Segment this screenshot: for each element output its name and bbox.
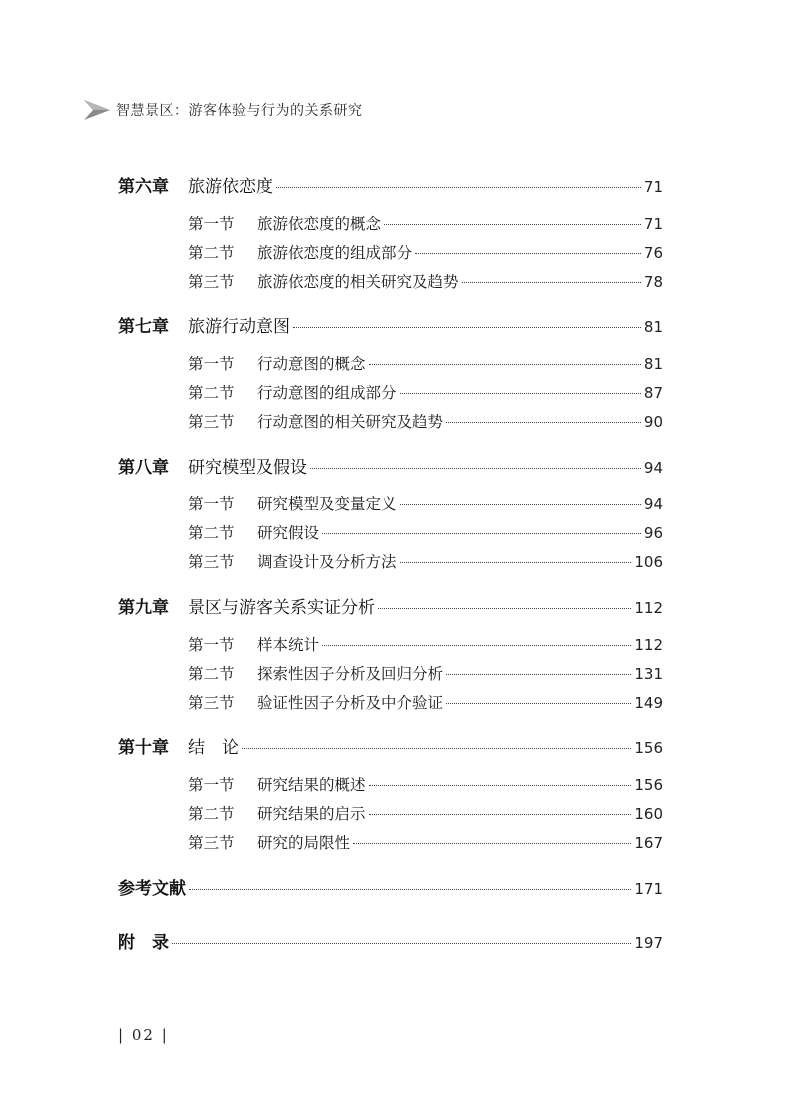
chapter-label: 第九章 — [118, 598, 169, 618]
toc-section-9-3[interactable] — [188, 691, 663, 713]
arrow-logo-icon — [84, 100, 110, 120]
running-header — [84, 98, 363, 122]
toc-section-9-2[interactable] — [188, 662, 663, 684]
page-footer — [118, 1026, 169, 1044]
toc-section-8-2[interactable] — [188, 521, 663, 543]
page-number: 87 — [643, 384, 663, 402]
page-number: 71 — [643, 215, 663, 233]
section-label: 第一节 — [188, 776, 235, 794]
toc-section-6-1[interactable] — [188, 212, 663, 234]
dot-leader — [310, 468, 641, 469]
section-label: 第二节 — [188, 384, 235, 402]
page-number: 112 — [634, 599, 663, 617]
page-number: 156 — [634, 776, 663, 794]
chapter-label: 第六章 — [118, 177, 169, 197]
chapter-title: 景区与游客关系实证分析 — [188, 598, 375, 618]
section-label: 第一节 — [188, 215, 235, 233]
dot-leader — [353, 843, 631, 844]
section-label: 第三节 — [188, 834, 235, 852]
section-title: 旅游依恋度的相关研究及趋势 — [257, 273, 459, 291]
page-number: 81 — [643, 318, 663, 336]
book-title: 智慧景区：游客体验与行为的关系研究 — [116, 103, 363, 119]
section-title: 样本统计 — [257, 636, 320, 654]
toc-section-10-2[interactable] — [188, 802, 663, 824]
section-label: 第三节 — [188, 553, 235, 571]
toc-section-8-1[interactable] — [188, 492, 663, 514]
dot-leader — [172, 943, 631, 944]
section-label: 第一节 — [188, 495, 235, 513]
section-title: 研究假设 — [257, 524, 320, 542]
chapter-title: 旅游行动意图 — [188, 317, 290, 337]
chapter-label: 第八章 — [118, 458, 169, 478]
section-label: 第二节 — [188, 244, 235, 262]
page-number: 131 — [634, 665, 663, 683]
page-number: 106 — [634, 553, 663, 571]
section-title: 验证性因子分析及中介验证 — [257, 694, 444, 712]
section-title: 研究的局限性 — [257, 834, 351, 852]
dot-leader — [369, 364, 641, 365]
dot-leader — [322, 533, 641, 534]
page-number: 94 — [643, 495, 663, 513]
dot-leader — [446, 422, 641, 423]
dot-leader — [369, 814, 632, 815]
page-number: 149 — [634, 694, 663, 712]
section-label: 第二节 — [188, 524, 235, 542]
chapter-title: 旅游依恋度 — [188, 177, 273, 197]
section-title: 探索性因子分析及回归分析 — [257, 665, 444, 683]
dot-leader — [276, 187, 641, 188]
section-label: 第二节 — [188, 805, 235, 823]
section-title: 行动意图的概念 — [257, 355, 366, 373]
appendix-label: 附 录 — [118, 933, 169, 953]
toc-section-7-1[interactable] — [188, 352, 663, 374]
section-title: 行动意图的组成部分 — [257, 384, 397, 402]
page-number: 94 — [643, 459, 663, 477]
section-title: 旅游依恋度的组成部分 — [257, 244, 413, 262]
page-number: 90 — [643, 413, 663, 431]
dot-leader — [415, 253, 641, 254]
page-number: 71 — [643, 178, 663, 196]
page-number: 81 — [643, 355, 663, 373]
toc-section-10-1[interactable] — [188, 773, 663, 795]
section-label: 第一节 — [188, 636, 235, 654]
chapter-title: 研究模型及假设 — [188, 458, 307, 478]
section-label: 第三节 — [188, 694, 235, 712]
section-title: 研究结果的启示 — [257, 805, 366, 823]
footer-bar-right: | — [161, 1026, 169, 1044]
toc-section-10-3[interactable] — [188, 831, 663, 853]
section-title: 行动意图的相关研究及趋势 — [257, 413, 444, 431]
dot-leader — [400, 393, 641, 394]
toc-chapter-7[interactable] — [118, 312, 663, 337]
section-title: 研究结果的概述 — [257, 776, 366, 794]
page-number: 171 — [634, 880, 663, 898]
footer-page-number: 02 — [131, 1026, 155, 1044]
toc-chapter-9[interactable] — [118, 593, 663, 618]
section-title: 研究模型及变量定义 — [257, 495, 397, 513]
section-label: 第二节 — [188, 665, 235, 683]
dot-leader — [462, 282, 641, 283]
toc-section-6-2[interactable] — [188, 241, 663, 263]
toc-chapter-8[interactable] — [118, 453, 663, 478]
dot-leader — [446, 703, 631, 704]
dot-leader — [369, 785, 632, 786]
toc-section-7-3[interactable] — [188, 410, 663, 432]
page-number: 78 — [643, 273, 663, 291]
dot-leader — [446, 674, 631, 675]
dot-leader — [322, 645, 631, 646]
footer-bar-left: | — [118, 1026, 126, 1044]
toc-chapter-10[interactable] — [118, 733, 663, 758]
page-number: 197 — [634, 934, 663, 952]
toc-section-7-2[interactable] — [188, 381, 663, 403]
section-label: 第三节 — [188, 413, 235, 431]
chapter-title: 结 论 — [188, 738, 239, 758]
references-label: 参考文献 — [118, 879, 186, 899]
page-number: 167 — [634, 834, 663, 852]
dot-leader — [400, 504, 641, 505]
dot-leader — [189, 889, 631, 890]
section-title: 旅游依恋度的概念 — [257, 215, 382, 233]
page-number: 112 — [634, 636, 663, 654]
dot-leader — [242, 748, 631, 749]
page-number: 156 — [634, 739, 663, 757]
section-title: 调查设计及分析方法 — [257, 553, 397, 571]
chapter-label: 第十章 — [118, 738, 169, 758]
dot-leader — [378, 608, 631, 609]
dot-leader — [400, 562, 632, 563]
dot-leader — [384, 224, 641, 225]
toc-section-8-3[interactable] — [188, 550, 663, 572]
chapter-label: 第七章 — [118, 317, 169, 337]
page-number: 160 — [634, 805, 663, 823]
section-label: 第三节 — [188, 273, 235, 291]
toc-section-6-3[interactable] — [188, 270, 663, 292]
toc-references[interactable] — [118, 874, 663, 899]
toc-appendix[interactable] — [118, 928, 663, 953]
toc-chapter-6[interactable] — [118, 172, 663, 197]
page-number: 76 — [643, 244, 663, 262]
toc-section-9-1[interactable] — [188, 633, 663, 655]
page-number: 96 — [643, 524, 663, 542]
section-label: 第一节 — [188, 355, 235, 373]
dot-leader — [293, 327, 641, 328]
